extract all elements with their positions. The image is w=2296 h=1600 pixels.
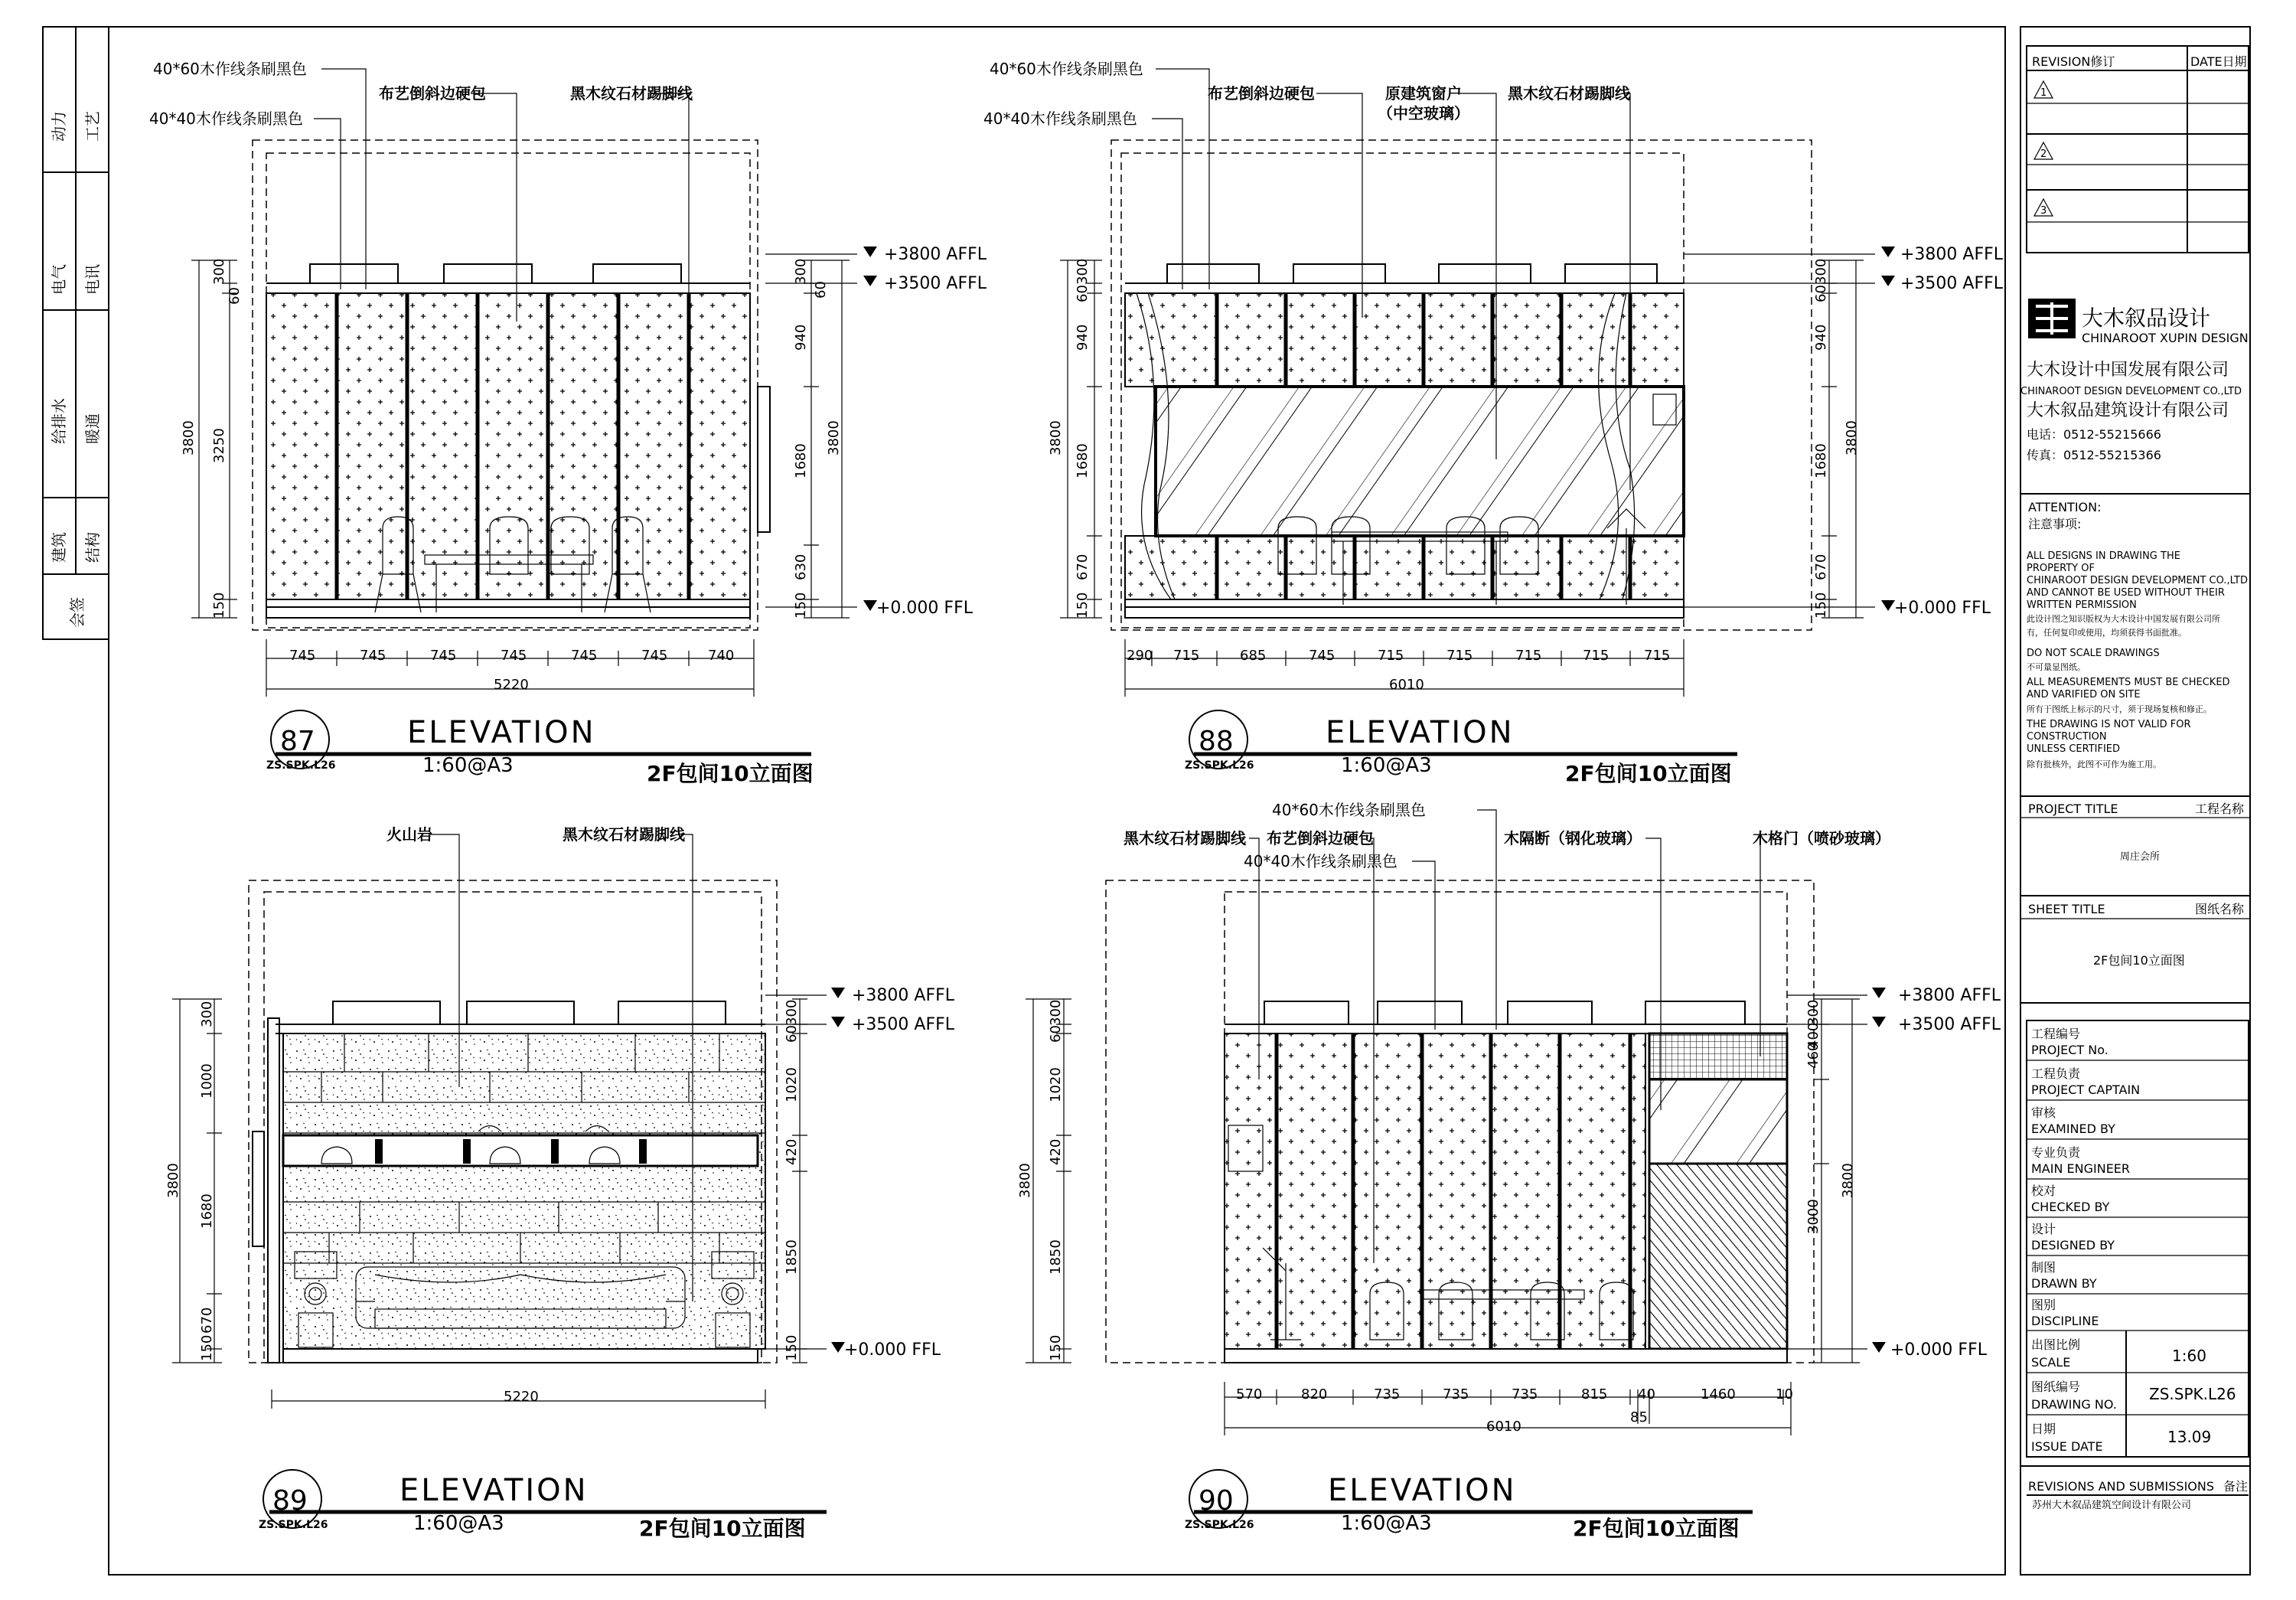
note-3: AND CANNOT BE USED WITHOUT THEIR xyxy=(2027,587,2225,599)
dim-87-b4: 745 xyxy=(501,648,527,664)
note-12: THE DRAWING IS NOT VALID FOR xyxy=(2027,719,2191,730)
level-89-3800: +3800 AFFL xyxy=(852,986,955,1005)
elevation-subtitle-88: 2F包间10立面图 xyxy=(1565,761,1732,786)
attention-label: ATTENTION: xyxy=(2028,500,2102,514)
label-88-glass: （中空玻璃） xyxy=(1378,104,1469,122)
company-tel: 电话：0512-55215666 xyxy=(2027,427,2161,442)
elevation-number-89: 89 xyxy=(272,1485,308,1517)
dim-87-r940: 940 xyxy=(793,324,809,351)
date-header: DATE日期 xyxy=(2190,54,2247,69)
label-88-fabric: 布艺倒斜边硬包 xyxy=(1208,84,1315,103)
dim-90-l1850: 1850 xyxy=(1048,1239,1064,1275)
note-4: WRITTEN PERMISSION xyxy=(2027,599,2137,611)
dim-88-b3: 685 xyxy=(1240,648,1267,664)
dim-87-l60: 60 xyxy=(227,287,243,305)
dim-88-b6: 715 xyxy=(1446,648,1473,664)
dim-90-sub: 85 xyxy=(1630,1409,1648,1425)
dim-87-total: 5220 xyxy=(494,677,529,693)
dim-89-r1850: 1850 xyxy=(784,1239,800,1275)
note-0: ALL DESIGNS IN DRAWING THE xyxy=(2027,550,2180,562)
note-6: 有，任何复印或使用，均须获得书面批准。 xyxy=(2027,628,2187,638)
company-name-1: 大木设计中国发展有限公司 xyxy=(2027,361,2229,380)
dim-88-r150: 150 xyxy=(1813,592,1829,619)
row-designed-cn: 设计 xyxy=(2031,1222,2056,1236)
row-captain-cn: 工程负责 xyxy=(2031,1066,2081,1081)
dim-88-l300: 300 xyxy=(1075,258,1091,285)
dim-90-l150: 150 xyxy=(1048,1334,1064,1361)
elevation-89 xyxy=(165,825,955,1541)
dim-87-b2: 745 xyxy=(360,648,386,664)
dim-88-left-total: 3800 xyxy=(1048,420,1064,456)
strip-process: 工艺 xyxy=(83,111,102,142)
elevation-title-90: ELEVATION xyxy=(1328,1473,1517,1508)
dim-90-b9: 10 xyxy=(1776,1386,1793,1402)
label-90-line-40: 40*40木作线条刷黑色 xyxy=(1244,852,1397,870)
dim-87-l3250: 3250 xyxy=(211,428,227,463)
project-title-label-cn: 工程名称 xyxy=(2195,802,2245,816)
dim-87-b3: 745 xyxy=(430,648,457,664)
elevation-subtitle-90: 2F包间10立面图 xyxy=(1573,1516,1740,1541)
dim-88-l60: 60 xyxy=(1075,285,1091,302)
level-88-3500: +3500 AFFL xyxy=(1900,274,2004,293)
note-5: 此设计图之知识版权为大木设计中国发展有限公司所 xyxy=(2027,614,2220,624)
dim-88-b7: 715 xyxy=(1515,648,1542,664)
level-90-ffl: +0.000 FFL xyxy=(1890,1340,1987,1360)
elevation-number-87: 87 xyxy=(280,726,315,757)
dim-90-l1020: 1020 xyxy=(1048,1067,1064,1102)
note-13: CONSTRUCTION xyxy=(2027,731,2107,743)
elevation-scale-89: 1:60@A3 xyxy=(413,1512,504,1535)
note-7: DO NOT SCALE DRAWINGS xyxy=(2027,648,2160,659)
row-project-no-en: PROJECT No. xyxy=(2031,1043,2108,1057)
label-90-partition: 木隔断（钢化玻璃） xyxy=(1504,829,1642,847)
strip-hvac: 暖通 xyxy=(83,413,102,444)
dim-89-r150: 150 xyxy=(784,1334,800,1361)
company-name-2: 大木叙品建筑设计有限公司 xyxy=(2027,401,2229,420)
row-scale-en: SCALE xyxy=(2031,1355,2071,1370)
project-name: 周庄会所 xyxy=(2120,851,2161,863)
label-88-line-60: 40*60木作线条刷黑色 xyxy=(990,60,1143,78)
row-examined-en: EXAMINED BY xyxy=(2031,1122,2115,1136)
sheet-name: 2F包间10立面图 xyxy=(2093,953,2185,968)
elevation-ref-90: ZS.SPK.L26 xyxy=(1185,1519,1254,1531)
dim-90-r300: 300 xyxy=(1805,999,1821,1026)
dim-90-l60: 60 xyxy=(1048,1025,1064,1043)
strip-telecom: 电讯 xyxy=(83,264,102,295)
elevation-subtitle-89: 2F包间10立面图 xyxy=(639,1516,806,1541)
row-discipline-cn: 图别 xyxy=(2031,1298,2056,1312)
scale-value: 1:60 xyxy=(2172,1347,2206,1365)
elevation-88 xyxy=(983,60,2004,786)
dim-89-l1680: 1680 xyxy=(199,1193,215,1229)
company-logo xyxy=(2028,299,2076,338)
elevation-ref-89: ZS.SPK.L26 xyxy=(259,1519,328,1531)
dim-88-l1680: 1680 xyxy=(1075,443,1091,478)
company-fax: 传真：0512-55215366 xyxy=(2027,448,2161,462)
dim-90-b8: 1460 xyxy=(1701,1386,1736,1402)
note-8: 不可量显图纸。 xyxy=(2027,662,2086,672)
row-drawn-cn: 制图 xyxy=(2031,1260,2056,1275)
dim-87-right-total: 3800 xyxy=(826,420,842,456)
row-drawing-no-en: DRAWING NO. xyxy=(2031,1397,2117,1412)
sign-off-strip xyxy=(43,27,109,639)
row-drawn-en: DRAWN BY xyxy=(2031,1276,2097,1291)
dim-89-r420: 420 xyxy=(784,1138,800,1165)
attention-label-cn: 注意事项: xyxy=(2028,517,2082,531)
footer-company: 苏州大木叙品建筑空间设计有限公司 xyxy=(2032,1500,2192,1511)
revision-header: REVISION修订 xyxy=(2032,54,2115,69)
dim-88-b9: 715 xyxy=(1644,648,1671,664)
level-89-ffl: +0.000 FFL xyxy=(844,1340,941,1360)
level-90-3500: +3500 AFFL xyxy=(1898,1015,2001,1034)
dim-89-l1000: 1000 xyxy=(199,1063,215,1099)
label-89-lava: 火山岩 xyxy=(386,825,432,844)
revision-mark-1: 1 xyxy=(2040,87,2047,99)
level-87-ffl: +0.000 FFL xyxy=(876,599,973,618)
drawing-no-value: ZS.SPK.L26 xyxy=(2149,1385,2236,1403)
issue-date-value: 13.09 xyxy=(2167,1428,2212,1446)
dim-90-b2: 820 xyxy=(1301,1386,1328,1402)
label-88-line-40: 40*40木作线条刷黑色 xyxy=(983,109,1137,128)
label-90-skirting: 黑木纹石材踢脚线 xyxy=(1124,829,1246,847)
level-88-ffl: +0.000 FFL xyxy=(1894,599,1991,618)
dim-88-r670: 670 xyxy=(1813,553,1829,580)
dim-88-b5: 715 xyxy=(1378,648,1404,664)
level-88-3800: +3800 AFFL xyxy=(1900,245,2004,264)
dim-88-b1: 290 xyxy=(1127,648,1153,664)
elevation-subtitle-87: 2F包间10立面图 xyxy=(647,761,814,786)
strip-countersign: 会签 xyxy=(68,597,86,628)
logo-text-cn: 大木叙品设计 xyxy=(2082,305,2211,331)
dim-90-b6: 815 xyxy=(1581,1386,1608,1402)
dim-90-total: 6010 xyxy=(1486,1419,1521,1435)
row-scale-cn: 出图比例 xyxy=(2031,1337,2081,1352)
dim-88-b4: 745 xyxy=(1309,648,1336,664)
level-90-3800: +3800 AFFL xyxy=(1898,986,2001,1005)
dim-89-l670: 670 xyxy=(199,1307,215,1334)
note-15: 除有批核外，此图不可作为施工用。 xyxy=(2027,759,2161,769)
dim-89-total: 5220 xyxy=(504,1389,539,1405)
dim-89-r1020: 1020 xyxy=(784,1067,800,1102)
company-name-en: CHINAROOT DESIGN DEVELOPMENT CO.,LTD xyxy=(2020,386,2242,397)
strip-electric: 电气 xyxy=(50,264,68,295)
dim-87-r1680: 1680 xyxy=(793,443,809,478)
note-10: AND VARIFIED ON SITE xyxy=(2027,689,2141,700)
dim-87-r150: 150 xyxy=(793,592,809,619)
label-87-fabric: 布艺倒斜边硬包 xyxy=(379,84,486,103)
note-1: PROPERTY OF xyxy=(2027,563,2095,574)
remarks-label: 备注 xyxy=(2223,1479,2249,1494)
row-engineer-cn: 专业负责 xyxy=(2031,1145,2081,1160)
note-9: ALL MEASUREMENTS MUST BE CHECKED xyxy=(2027,677,2230,688)
dim-87-l300: 300 xyxy=(211,258,227,285)
level-87-3500: +3500 AFFL xyxy=(884,274,987,293)
dim-87-b7: 740 xyxy=(708,648,735,664)
row-captain-en: PROJECT CAPTAIN xyxy=(2031,1082,2141,1097)
elevation-number-88: 88 xyxy=(1199,726,1234,757)
dim-88-r940: 940 xyxy=(1813,324,1829,351)
strip-dynamic: 动力 xyxy=(50,111,68,142)
dim-90-l420: 420 xyxy=(1048,1138,1064,1165)
dim-90-l300: 300 xyxy=(1048,999,1064,1026)
level-89-3500: +3500 AFFL xyxy=(852,1015,955,1034)
dim-88-r1680: 1680 xyxy=(1813,443,1829,478)
label-88-window: 原建筑窗户 xyxy=(1385,84,1462,103)
strip-plumbing: 给排水 xyxy=(50,398,68,444)
label-87-line-40: 40*40木作线条刷黑色 xyxy=(149,109,303,128)
row-project-no-cn: 工程编号 xyxy=(2031,1027,2081,1041)
elevation-scale-90: 1:60@A3 xyxy=(1341,1512,1432,1535)
dim-87-r60: 60 xyxy=(813,281,829,299)
note-11: 所有于图纸上标示的尺寸，须于现场复核和修正。 xyxy=(2027,704,2212,714)
elevation-title-87: ELEVATION xyxy=(407,715,596,750)
label-90-line-60: 40*60木作线条刷黑色 xyxy=(1272,801,1426,819)
elevation-ref-88: ZS.SPK.L26 xyxy=(1185,759,1254,772)
revision-mark-3: 3 xyxy=(2040,205,2047,217)
dim-87-r630: 630 xyxy=(793,553,809,580)
elevation-90 xyxy=(1017,801,2001,1541)
elevation-87 xyxy=(149,60,987,786)
row-drawing-no-cn: 图纸编号 xyxy=(2031,1380,2081,1394)
row-checked-cn: 校对 xyxy=(2031,1184,2056,1198)
dim-87-b5: 745 xyxy=(571,648,598,664)
label-87-skirting: 黑木纹石材踢脚线 xyxy=(570,84,693,103)
dim-88-b2: 715 xyxy=(1173,648,1200,664)
dim-90-r400: 400 xyxy=(1805,1022,1821,1049)
dim-90-left-total: 3800 xyxy=(1017,1163,1033,1198)
dim-90-right-total: 3800 xyxy=(1840,1163,1856,1198)
title-block xyxy=(2020,27,2250,1575)
sheet-title-label-cn: 图纸名称 xyxy=(2195,902,2245,916)
dim-87-r300: 300 xyxy=(793,258,809,285)
dim-88-l940: 940 xyxy=(1075,324,1091,351)
label-88-skirting: 黑木纹石材踢脚线 xyxy=(1508,84,1630,103)
elevation-ref-87: ZS.SPK.L26 xyxy=(266,759,336,772)
logo-text-en: CHINAROOT XUPIN DESIGN xyxy=(2082,331,2249,345)
dim-88-r60: 60 xyxy=(1813,285,1829,302)
dim-88-total: 6010 xyxy=(1389,677,1424,693)
dim-87-left-total: 3800 xyxy=(181,420,197,456)
dim-90-r3000: 3000 xyxy=(1805,1199,1821,1234)
revisions-submissions-label: REVISIONS AND SUBMISSIONS xyxy=(2028,1479,2215,1494)
row-issue-date-en: ISSUE DATE xyxy=(2031,1439,2103,1454)
revision-mark-2: 2 xyxy=(2040,149,2047,160)
row-designed-en: DESIGNED BY xyxy=(2031,1238,2115,1252)
dim-90-b4: 735 xyxy=(1443,1386,1469,1402)
row-checked-en: CHECKED BY xyxy=(2031,1200,2110,1214)
strip-structure: 结构 xyxy=(83,532,102,563)
dim-88-b8: 715 xyxy=(1583,648,1609,664)
level-87-3800: +3800 AFFL xyxy=(884,245,987,264)
label-90-door: 木格门（喷砂玻璃） xyxy=(1753,829,1890,847)
note-14: UNLESS CERTIFIED xyxy=(2027,743,2121,755)
dim-89-left-total: 3800 xyxy=(165,1163,181,1198)
row-examined-cn: 审核 xyxy=(2031,1105,2056,1120)
dim-89-r60: 60 xyxy=(784,1025,800,1043)
elevation-scale-88: 1:60@A3 xyxy=(1341,754,1432,777)
dim-88-right-total: 3800 xyxy=(1844,420,1860,456)
dim-88-l150: 150 xyxy=(1075,592,1091,619)
label-90-fabric: 布艺倒斜边硬包 xyxy=(1267,829,1374,847)
dim-89-r300: 300 xyxy=(784,999,800,1026)
project-title-label: PROJECT TITLE xyxy=(2028,802,2118,816)
dim-88-l670: 670 xyxy=(1075,553,1091,580)
row-engineer-en: MAIN ENGINEER xyxy=(2031,1161,2131,1176)
row-issue-date-cn: 日期 xyxy=(2031,1422,2056,1436)
dim-89-l150: 150 xyxy=(199,1334,215,1361)
dim-87-b6: 745 xyxy=(641,648,668,664)
row-discipline-en: DISCIPLINE xyxy=(2031,1314,2099,1328)
elevation-title-88: ELEVATION xyxy=(1326,715,1515,750)
elevation-number-90: 90 xyxy=(1199,1485,1234,1517)
dim-90-b5: 735 xyxy=(1512,1386,1538,1402)
elevation-scale-87: 1:60@A3 xyxy=(422,754,514,777)
dim-87-b1: 745 xyxy=(289,648,316,664)
label-89-skirting: 黑木纹石材踢脚线 xyxy=(563,825,685,844)
label-87-line-60: 40*60木作线条刷黑色 xyxy=(153,60,307,78)
dim-90-b7: 40 xyxy=(1638,1386,1655,1402)
dim-88-r300: 300 xyxy=(1813,258,1829,285)
sheet-title-label: SHEET TITLE xyxy=(2028,902,2105,916)
dim-90-b3: 735 xyxy=(1374,1386,1401,1402)
dim-89-l300: 300 xyxy=(199,1001,215,1027)
dim-90-b1: 570 xyxy=(1236,1386,1263,1402)
elevation-title-89: ELEVATION xyxy=(400,1473,589,1508)
dim-90-r460: 460 xyxy=(1805,1042,1821,1069)
dim-87-l150: 150 xyxy=(211,592,227,619)
strip-architecture: 建筑 xyxy=(50,532,68,563)
note-2: CHINAROOT DESIGN DEVELOPMENT CO.,LTD xyxy=(2027,575,2248,586)
